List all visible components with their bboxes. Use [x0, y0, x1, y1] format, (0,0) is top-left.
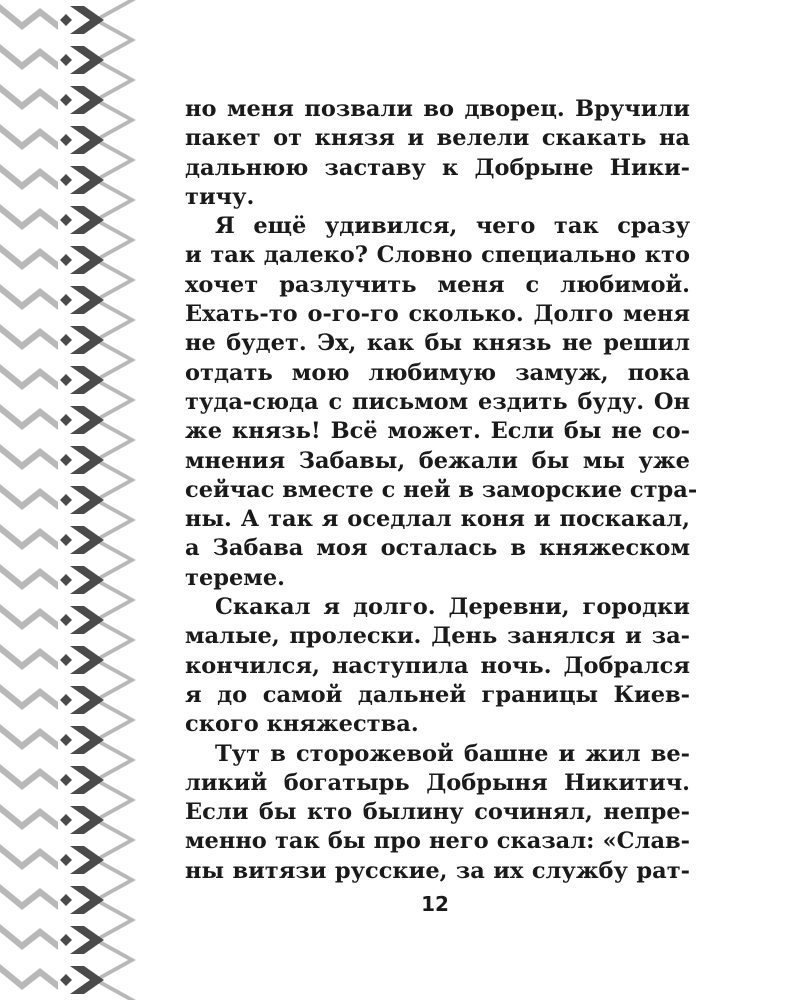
text-line: и так далеко? Словно специально кто	[185, 242, 690, 269]
ornament-zigzag	[0, 964, 58, 990]
ornament-diamond	[60, 854, 72, 866]
ornament-diamond	[60, 974, 72, 986]
ornament-arrow	[70, 926, 104, 954]
ornament-diamond	[60, 534, 72, 546]
text-line: малые, пролески. День занялся и за-	[185, 623, 690, 650]
text-line: Я ещё удивился, чего так сразу	[215, 213, 690, 240]
text-line: дальнюю заставу к Добрыне Ники-	[185, 154, 690, 181]
text-line: мнения Забавы, бежали бы мы уже	[185, 447, 690, 474]
ornament-diamond	[60, 574, 72, 586]
ornament-zigzag	[0, 524, 58, 550]
ornament-arrow	[70, 166, 104, 194]
ornament-arrow	[70, 446, 104, 474]
ornament-zigzag	[0, 4, 58, 30]
ornament-arrow	[70, 766, 104, 794]
ornament-zigzag	[0, 44, 58, 70]
text-line: Если бы кто былину сочинял, непре-	[185, 799, 690, 826]
ornament-zigzag	[0, 124, 58, 150]
ornament-zigzag	[0, 284, 58, 310]
ornament-arrow	[70, 486, 104, 514]
ornament-zigzag	[0, 724, 58, 750]
ornament-zigzag	[0, 844, 58, 870]
ornament-diamond	[60, 654, 72, 666]
ornament-arrow	[70, 726, 104, 754]
text-line: а Забава моя осталась в княжеском	[185, 535, 690, 562]
ornament-arrow	[70, 566, 104, 594]
ornament-diamond	[60, 374, 72, 386]
ornament-diamond	[60, 614, 72, 626]
ornament-diamond	[60, 94, 72, 106]
text-line: кончился, наступила ночь. Добрался	[185, 652, 690, 679]
ornament-svg	[0, 0, 140, 1000]
ornament-arrow	[70, 526, 104, 554]
ornament-zigzag	[0, 364, 58, 390]
ornament-diamond	[60, 774, 72, 786]
ornament-arrow	[70, 206, 104, 234]
text-line: менно так бы про него сказал: «Слав-	[185, 828, 690, 855]
ornament-diamond	[60, 694, 72, 706]
ornament-arrow	[70, 326, 104, 354]
text-line: сейчас вместе с ней в заморские стра-	[185, 476, 698, 503]
text-line: ны. А так я оседлал коня и поскакал,	[185, 506, 690, 533]
text-line: не будет. Эх, как бы князь не решил	[185, 330, 690, 357]
text-line: хочет разлучить меня с любимой.	[185, 271, 690, 298]
ornament-diamond	[60, 454, 72, 466]
ornament-zigzag	[0, 924, 58, 950]
ornament-arrow	[70, 846, 104, 874]
ornament-diamond	[60, 334, 72, 346]
ornament-zigzag	[0, 324, 58, 350]
text-line: Ехать-то о-го-го сколько. Долго меня	[185, 301, 690, 328]
ornament-zigzag	[0, 444, 58, 470]
ornament-arrow	[70, 286, 104, 314]
ornament-zigzag	[0, 204, 58, 230]
body-text	[185, 95, 698, 886]
ornament-arrow	[70, 966, 104, 994]
ornament-diamond	[60, 494, 72, 506]
ornament-diamond	[60, 734, 72, 746]
ornament-diamond	[60, 934, 72, 946]
ornament-diamond	[60, 254, 72, 266]
ornament-arrow	[70, 686, 104, 714]
ornament-diamond	[60, 814, 72, 826]
ornament-arrow	[70, 6, 104, 34]
text-line: тереме.	[185, 564, 285, 591]
ornament-zigzag	[0, 164, 58, 190]
ornament-arrow	[70, 246, 104, 274]
text-line: но меня позвали во дворец. Вручили	[185, 96, 690, 122]
text-line: пакет от князя и велели скакать на	[185, 125, 690, 152]
ornament-zigzag	[0, 684, 58, 710]
page-number: 12	[421, 892, 449, 916]
ornament-diamond	[60, 54, 72, 66]
ornament-zigzag	[0, 84, 58, 110]
text-line: ликий богатырь Добрыня Никитич.	[185, 769, 690, 796]
text-line: ского княжества.	[185, 711, 419, 738]
text-line: Скакал я долго. Деревни, городки	[215, 594, 690, 621]
text-line: тичу.	[185, 183, 255, 210]
ornament-arrow	[70, 126, 104, 154]
ornament-zigzag	[0, 644, 58, 670]
text-line: же князь! Всё может. Если бы не со-	[185, 418, 690, 445]
ornament-zigzag	[0, 244, 58, 270]
text-line: Тут в сторожевой башне и жил ве-	[215, 740, 690, 767]
ornament-diamond	[60, 414, 72, 426]
ornament-diamond	[60, 14, 72, 26]
ornament-arrow	[70, 406, 104, 434]
ornament-zigzag	[0, 804, 58, 830]
ornament-zigzag	[0, 604, 58, 630]
text-line: я до самой дальней границы Киев-	[185, 681, 690, 708]
ornament-zigzag	[0, 404, 58, 430]
ornament-zigzag	[0, 564, 58, 590]
ornament-arrow	[70, 806, 104, 834]
text-line: ны витязи русские, за их службу рат-	[185, 857, 690, 884]
ornament-arrow	[70, 86, 104, 114]
ornament-diamond	[60, 134, 72, 146]
ornament-arrow	[70, 606, 104, 634]
ornament-zigzag	[0, 764, 58, 790]
text-line: туда-сюда с письмом ездить буду. Он	[185, 388, 690, 415]
ornament-arrow	[70, 646, 104, 674]
ornament-arrow	[70, 366, 104, 394]
ornament-arrow	[70, 46, 104, 74]
ornament-zigzag	[0, 484, 58, 510]
ornamental-border	[0, 0, 140, 1000]
ornament-diamond	[60, 294, 72, 306]
ornament-diamond	[60, 214, 72, 226]
ornament-diamond	[60, 174, 72, 186]
text-line: отдать мою любимую замуж, пока	[185, 359, 690, 386]
